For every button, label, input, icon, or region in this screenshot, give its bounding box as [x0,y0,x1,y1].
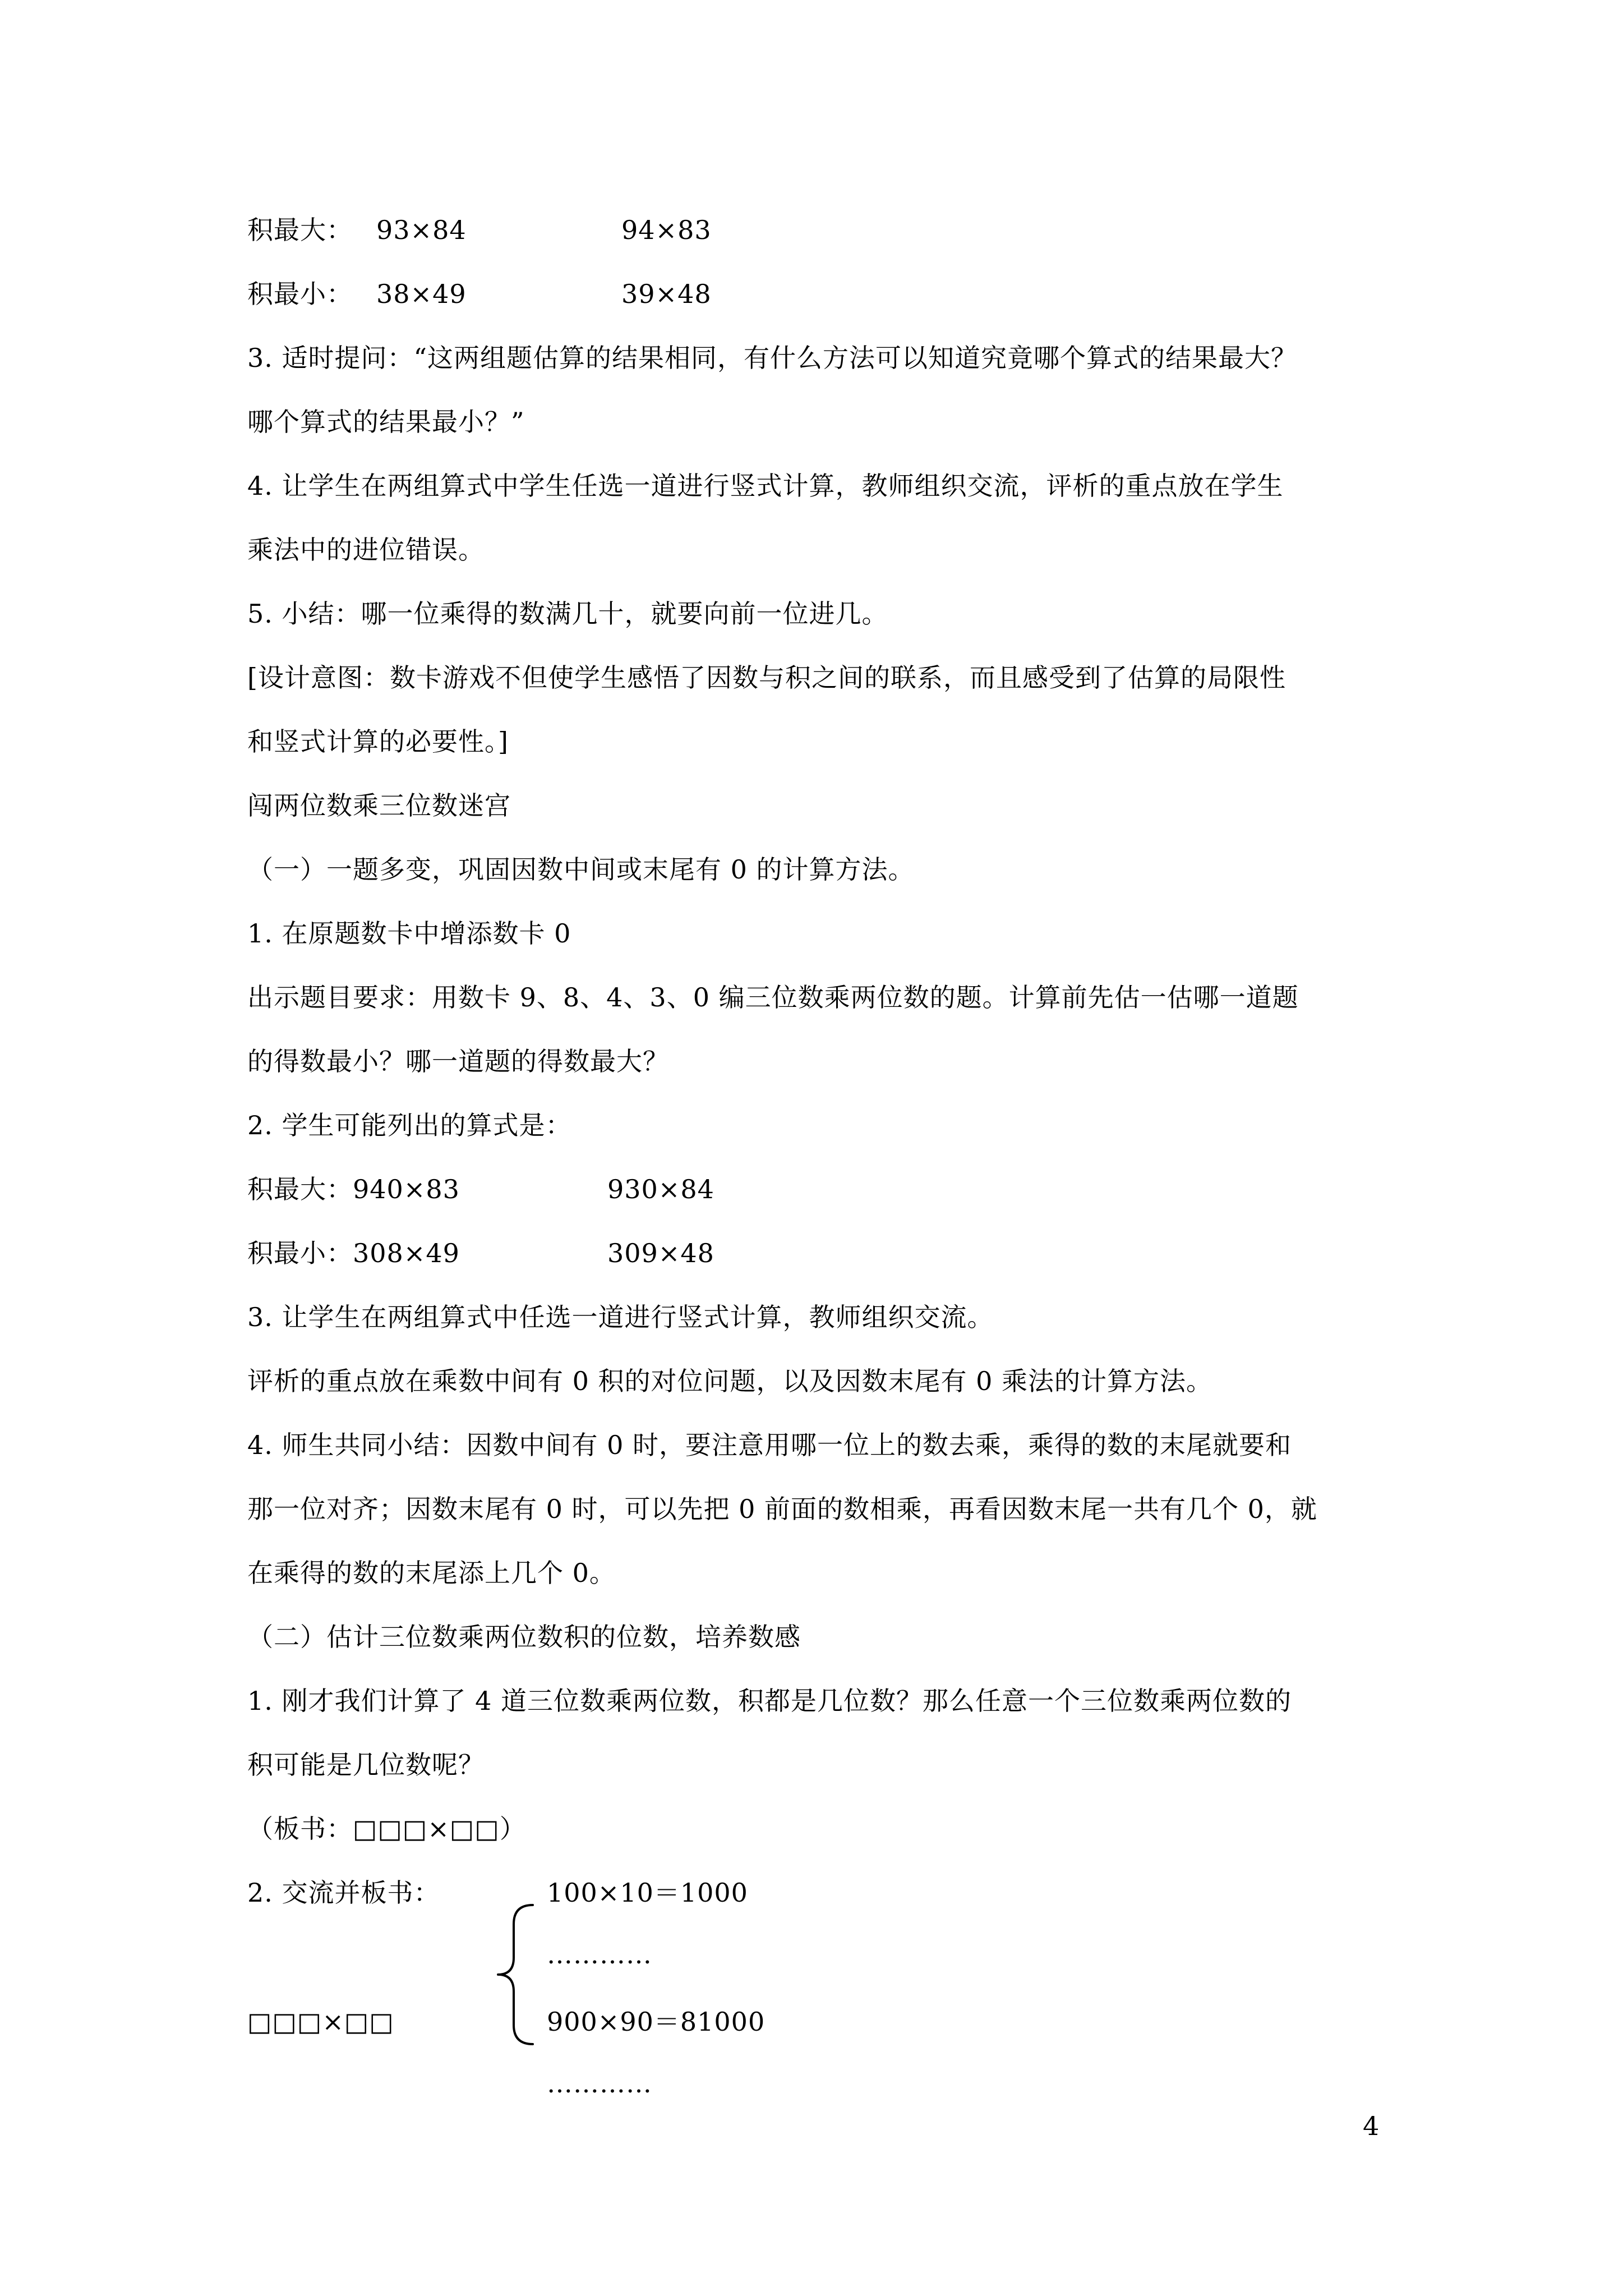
paragraph-line: 4. 让学生在两组算式中学生任选一道进行竖式计算，教师组织交流，评析的重点放在学生 [247,471,1284,501]
paragraph-line: 5. 小结：哪一位乘得的数满几十，就要向前一位进几。 [247,599,888,629]
row-label: 积最大： [247,1174,353,1204]
subsection-heading: （一）一题多变，巩固因数中间或末尾有 0 的计算方法。 [247,854,915,885]
expression: 93×84 [376,215,467,245]
paragraph-line: 和竖式计算的必要性。] [247,726,509,757]
paragraph-line: 1. 刚才我们计算了 4 道三位数乘两位数，积都是几位数？那么任意一个三位数乘两位数的 [247,1686,1292,1716]
expression: 38×49 [376,279,467,309]
paragraph-line: 在乘得的数的末尾添上几个 0。 [247,1558,616,1588]
board-expression: □□□×□□ [247,2007,394,2037]
paragraph-line: [设计意图：数卡游戏不但使学生感悟了因数与积之间的联系，而且感受到了估算的局限性 [247,662,1286,693]
expression: 940×83 [353,1174,460,1204]
expression: 930×84 [607,1174,714,1204]
expression: 94×83 [621,215,712,245]
paragraph-line: 3. 让学生在两组算式中任选一道进行竖式计算，教师组织交流。 [247,1302,994,1332]
paragraph-line: 4. 师生共同小结：因数中间有 0 时，要注意用哪一位上的数去乘，乘得的数的末尾就要和 [247,1430,1292,1460]
paragraph-line: 2. 学生可能列出的算式是： [247,1110,572,1140]
paragraph-line: 评析的重点放在乘数中间有 0 积的对位问题，以及因数末尾有 0 乘法的计算方法。 [247,1366,1213,1396]
page-number: 4 [1363,2111,1380,2141]
paragraph-line: 出示题目要求：用数卡 9、8、4、3、0 编三位数乘两位数的题。计算前先估一估哪一道题 [247,982,1299,1013]
row-label: 积最小： [247,1238,353,1268]
row-label: 积最大： [247,215,353,245]
curly-brace [494,1902,544,2047]
expression: 308×49 [353,1238,460,1268]
expression: 309×48 [607,1238,714,1268]
ellipsis: ………… [547,2068,652,2099]
expression: 39×48 [621,279,712,309]
subsection-heading: （二）估计三位数乘两位数积的位数，培养数感 [247,1622,801,1652]
product-min-row-2 [247,1236,714,1270]
paragraph-line: 的得数最小？哪一道题的得数最大？ [247,1046,669,1076]
paragraph-line: 2. 交流并板书： [247,1878,440,1908]
section-heading: 闯两位数乘三位数迷宫 [247,790,511,821]
range-max-expression: 900×90＝81000 [547,2007,766,2037]
paragraph-line: 3. 适时提问：“这两组题估算的结果相同，有什么方法可以知道究竟哪个算式的结果最大？ [247,343,1298,373]
paragraph-line: 哪个算式的结果最小？” [247,407,525,437]
paragraph-line: 那一位对齐；因数末尾有 0 时，可以先把 0 前面的数相乘，再看因数末尾一共有几个 0，就 [247,1494,1317,1524]
product-min-row-1 [247,277,712,311]
range-min-expression: 100×10＝1000 [547,1878,748,1908]
paragraph-line: 积可能是几位数呢？ [247,1750,485,1780]
product-max-row-2 [247,1172,714,1206]
ellipsis: ………… [547,1939,652,1970]
paragraph-line: 乘法中的进位错误。 [247,535,485,565]
board-writing: （板书：□□□×□□） [247,1814,526,1844]
product-max-row-1 [247,213,712,247]
paragraph-line: 1. 在原题数卡中增添数卡 0 [247,918,571,949]
row-label: 积最小： [247,279,353,309]
